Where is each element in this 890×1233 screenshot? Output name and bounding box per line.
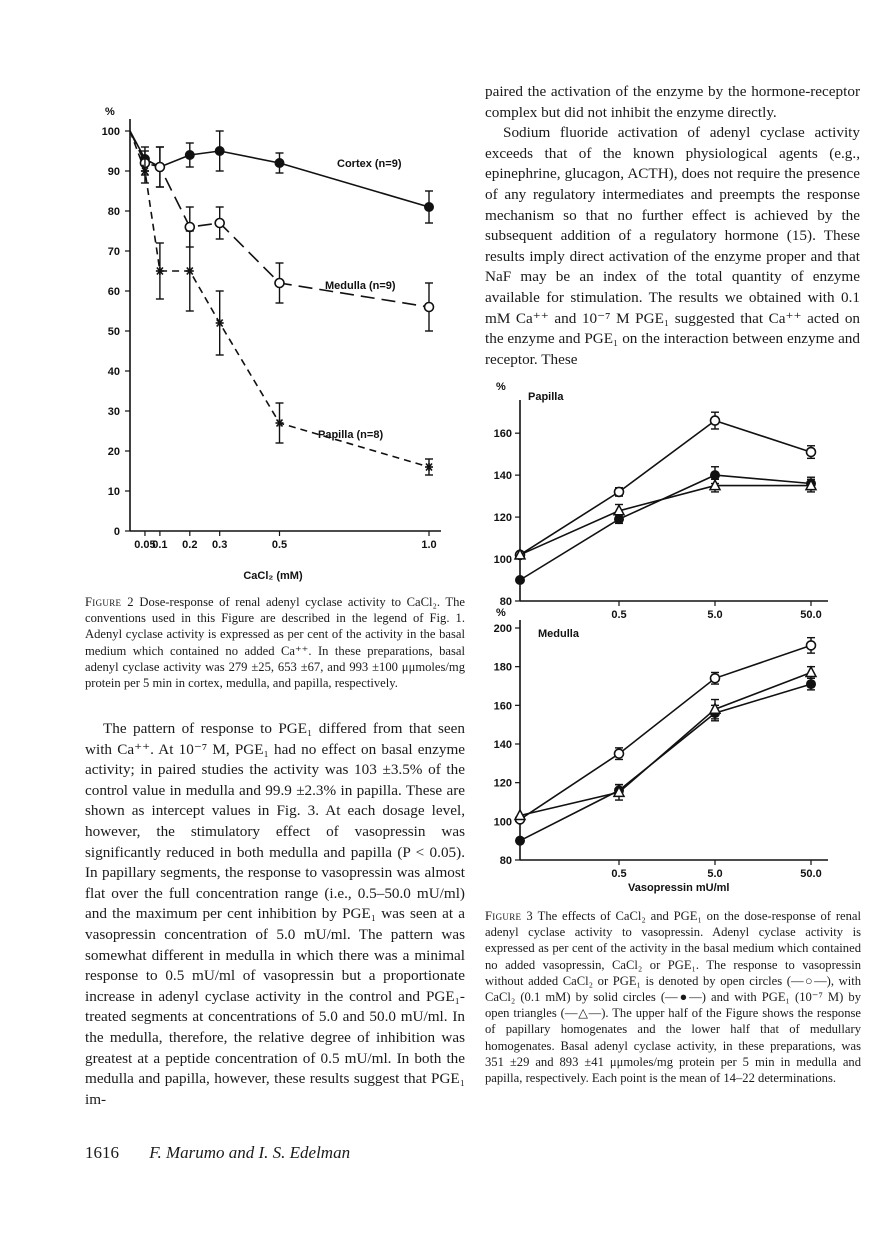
y-tick-label: 80 [107,206,120,218]
data-point-open-circle [275,279,284,288]
figure-2-caption [85,594,465,691]
y-tick-label: 100 [493,816,512,829]
x-tick-label: 50.0 [800,868,822,880]
series-label: Papilla (n=8) [318,429,384,441]
y-tick-label: 10 [107,486,120,498]
data-point-open-circle [807,448,816,457]
data-point-star [276,419,284,427]
figure-2-chart [85,95,465,595]
fig3a-ylabel: % [496,381,506,393]
data-point-solid-circle [275,158,285,168]
right-column-text [485,82,860,370]
paragraph: The pattern of response to PGE₁ differed from that seen with Ca⁺⁺. At 10⁻⁷ M, PGE₁ had no effect on basal enzyme activity; in paired studies the activity was 103 ±3.5% of the control value in medulla and 99.9 ±2.3% in papilla. These are shown as intercept values in Fig. 3. At each dosage level, however, the stimulatory effect of vasopressin was significantly reduced in both medulla and papilla (P < 0.05). In papillary segments, the response to vasopressin was almost flat over the full concentration range (i.e., 0.5–50.0 mU/ml) and the maximum per cent inhibition by PGE₁ was seen at a vasopressin concentration of 5.0 mU/ml. The pattern was somewhat different in medulla in which there was a minimal response to 0.5 mU/ml of vasopressin but a proportionate increase in adenyl cyclase activity in the control and PGE₁-treated segments at concentrations of 5.0 and 50.0 mU/ml. In the medulla, therefore, the relative degree of inhibition was greatest at a peptide concentration of 0.5 mU/ml. In both the medulla and papilla, however, these results suggest that PGE₁ im- [85,720,465,1108]
x-tick-label: 0.2 [182,539,198,551]
data-point-star [425,463,433,471]
data-point-open-circle [711,416,720,425]
data-point-open-circle [185,223,194,232]
data-point-open-circle [425,303,434,312]
page-number: 1616 [85,1143,119,1162]
y-tick-label: 200 [493,623,512,635]
x-tick-label: 0.5 [611,609,627,621]
x-tick-label: 5.0 [707,609,723,621]
data-point-star [186,267,194,275]
data-point-open-circle [807,641,816,650]
y-tick-label: 0 [113,526,120,538]
figure-3-chart [478,370,858,900]
x-tick-label: 0.5 [271,539,288,551]
data-point-open-circle [215,219,224,228]
y-tick-label: 160 [493,700,512,713]
y-tick-label: 80 [499,855,512,867]
figure-2 [85,95,465,595]
data-point-open-circle [615,487,624,496]
data-point-star [141,167,149,175]
data-point-solid-circle [515,836,525,846]
y-tick-label: 30 [107,406,120,418]
paragraph: paired the activation of the enzyme by the hormone-receptor complex but did not inhibit the enzyme directly. [485,83,860,121]
figure-3-caption [485,908,861,1086]
data-point-solid-circle [806,679,816,689]
y-tick-label: 160 [493,428,512,441]
left-column-text [85,719,465,1110]
series-line [520,486,811,555]
fig2-ylabel: % [105,106,115,118]
figure-3 [478,370,858,900]
x-tick-label: 0.1 [152,539,168,551]
fig3b-panel-title: Medulla [538,628,579,640]
y-tick-label: 140 [493,739,512,751]
paragraph: Sodium fluoride activation of adenyl cyclase activity exceeds that of the known physiological agents (e.g., epinephrine, glucagon, ACTH), does not require the presence of any regulatory intermediates and preempts the response mechanism so that no further effect is achieved by the subsequent addition of a regulatory hormone (15). These results imply direct activation of the enzyme proper and that NaF may be an index of the total quantity of enzyme available for stimulation. The results we obtained with 0.1 mM Ca⁺⁺ and 10⁻⁷ M PGE₁ suggested that Ca⁺⁺ acted on the enzyme and PGE₁ on the interaction between enzyme and receptor. These [485,124,860,368]
fig3-xlabel: Vasopressin mU/ml [628,882,730,894]
figure-3-caption-label: Figure 3 [485,909,534,923]
y-tick-label: 90 [107,166,120,178]
y-tick-label: 40 [107,366,120,378]
x-tick-label: 5.0 [707,868,723,880]
series-line [520,645,811,819]
figure-2-caption-label: Figure 2 [85,595,134,609]
x-tick-label: 0.3 [212,539,228,551]
data-point-star [216,319,224,327]
series-line [520,684,811,841]
data-point-solid-circle [515,575,525,585]
x-tick-label: 0.05 [134,539,156,551]
page-footer [85,1143,350,1163]
y-tick-label: 80 [499,596,512,608]
data-point-star [156,267,164,275]
y-tick-label: 70 [107,246,120,258]
fig3b-ylabel: % [496,607,506,619]
figure-3-caption-text: The effects of CaCl₂ and PGE₁ on the dose-response of renal adenyl cyclase activity to vasopressin. Adenyl cyclase activity is expressed as per cent of the activity in the basal medium which contained no added vasopressin, CaCl₂ or PGE₁. The response to vasopressin without added CaCl₂ or PGE₁ is denoted by open circles (—○—), with CaCl₂ (0.1 mM) by solid circles (—●—) and with PGE₁ (10⁻⁷ M) by open triangles (—△—). The upper half of the Figure shows the response of papillary homogenates and the lower half that of medullary homogenates. Basal adenyl cyclase activity, in these preparations, was 351 ±29 and 893 ±41 μμmoles/mg protein per 5 min in medulla and papilla, respectively. Each point is the mean of 14–22 determinations. [485,909,861,1086]
x-tick-label: 0.5 [611,868,627,880]
y-tick-label: 120 [493,512,512,525]
data-point-solid-circle [424,202,434,212]
y-tick-label: 60 [107,286,120,298]
figure-2-caption-text: Dose-response of renal adenyl cyclase activity to CaCl₂. The conventions used in this Figure are described in the legend of Fig. 1. Adenyl cyclase activity is expressed as per cent of the activity in the basal medium which contained no added Ca⁺⁺. In these preparations, basal adenyl cyclase activity was 279 ±25, 653 ±67, and 993 ±100 μμmoles/mg protein per 5 min in cortex, medulla, and papilla, respectively. [85,595,465,691]
authors: F. Marumo and I. S. Edelman [149,1143,351,1162]
y-tick-label: 140 [493,470,512,483]
x-axis-label: CaCl₂ (mM) [243,570,303,582]
y-tick-label: 100 [101,126,120,138]
y-tick-label: 120 [493,777,512,790]
y-tick-label: 180 [493,661,512,674]
y-tick-label: 100 [493,554,512,567]
data-point-solid-circle [185,150,195,160]
fig3a-panel-title: Papilla [528,391,564,403]
data-point-open-circle [155,163,164,172]
x-tick-label: 1.0 [421,539,437,551]
series-label: Cortex (n=9) [337,158,402,170]
y-tick-label: 50 [107,326,120,338]
series-label: Medulla (n=9) [325,280,396,292]
x-tick-label: 50.0 [800,609,822,621]
data-point-open-circle [711,674,720,683]
data-point-open-circle [615,749,624,758]
y-tick-label: 20 [107,446,120,458]
series-line [520,673,811,816]
data-point-solid-circle [215,146,225,156]
data-point-open-triangle [806,667,816,677]
